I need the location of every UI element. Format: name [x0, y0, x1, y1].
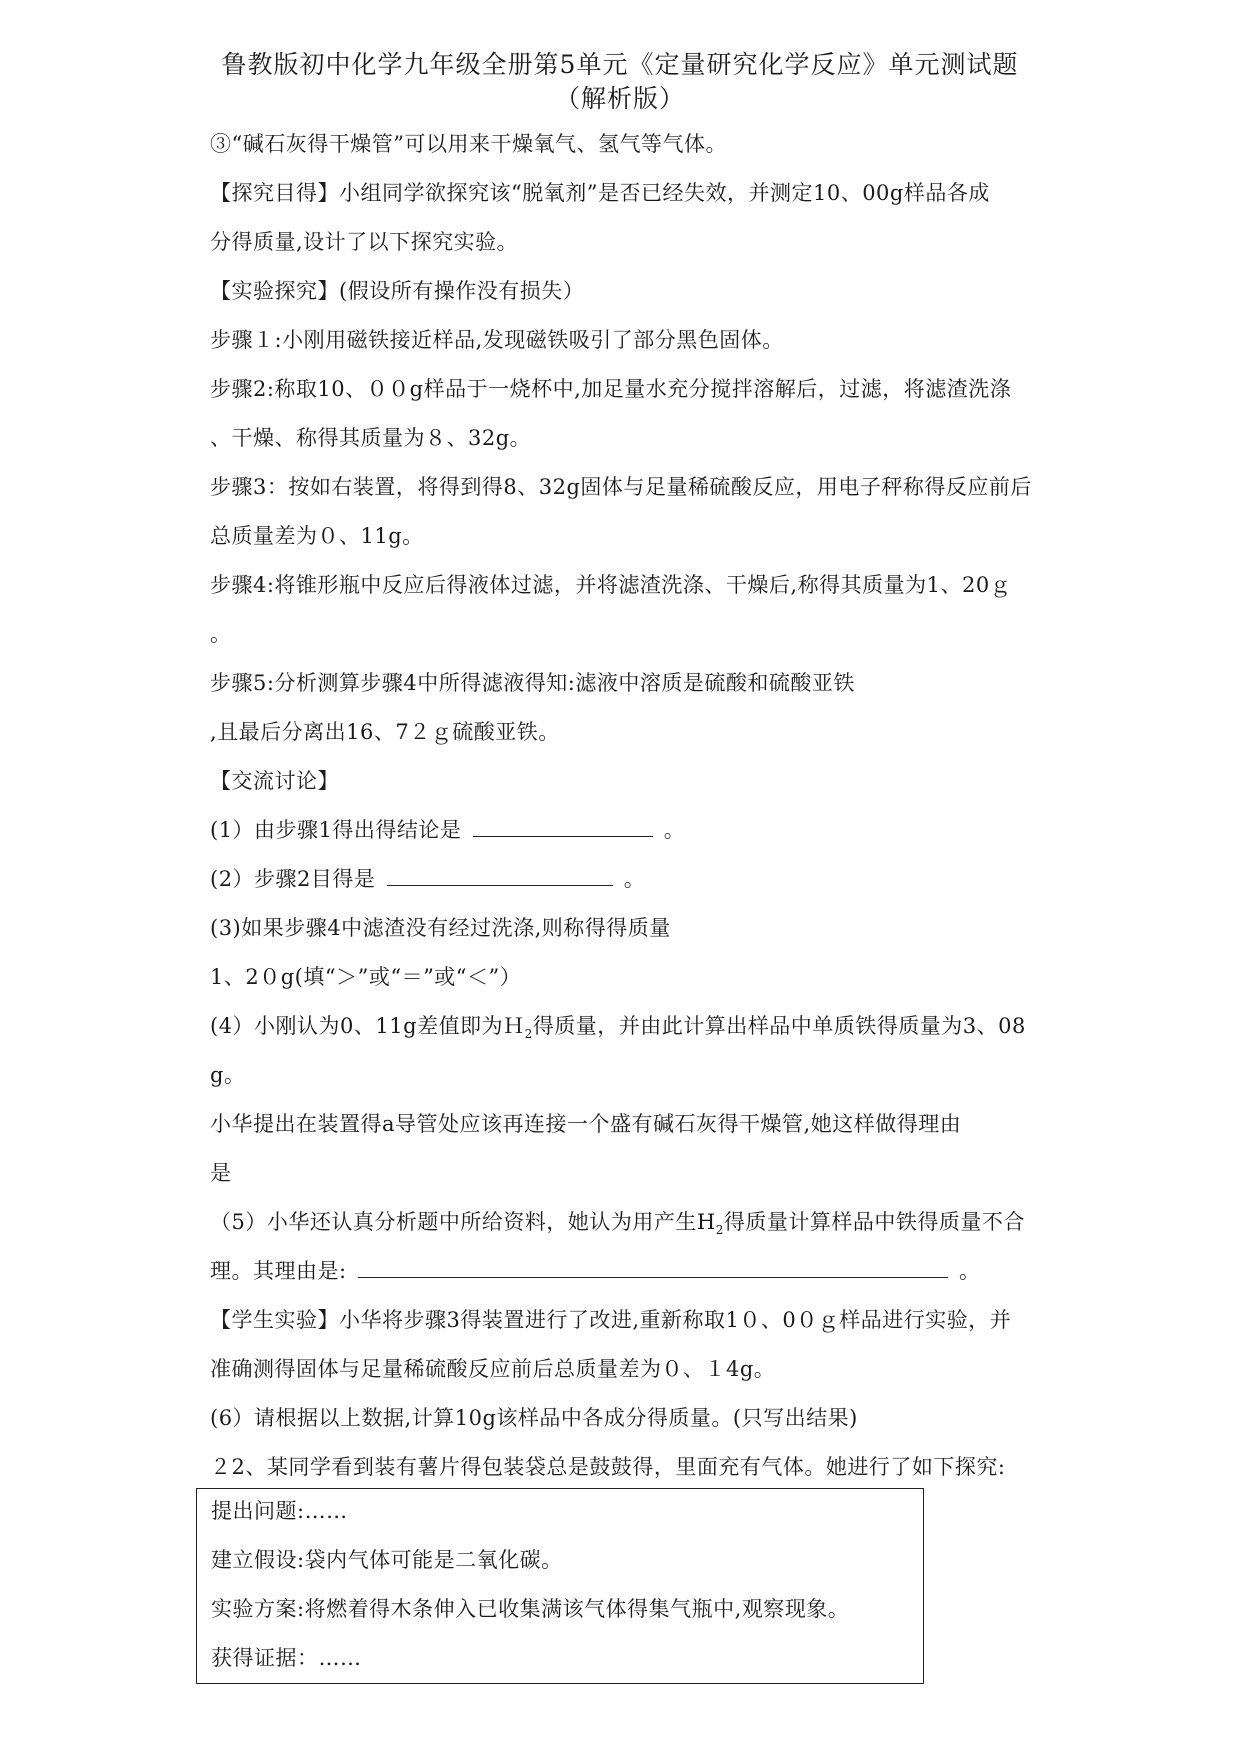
- text-line: 步骤3：按如右装置，将得到得8、32g固体与足量稀硫酸反应，用电子秤称得反应前后: [210, 475, 1032, 499]
- text-line: 步骤１:小刚用磁铁接近样品,发现磁铁吸引了部分黑色固体。: [210, 328, 784, 352]
- box-line: 提出问题:……: [211, 1499, 348, 1523]
- question-5-text-cont: 得质量计算样品中铁得质量不合: [723, 1210, 1025, 1234]
- box-line: 获得证据：……: [211, 1646, 362, 1670]
- subscript: 2: [524, 1027, 533, 1042]
- question-6: (6）请根据以上数据,计算10g该样品中各成分得质量。(只写出结果): [210, 1406, 858, 1430]
- text-line: 步骤2:称取10、００g样品于一烧杯中,加足量水充分搅拌溶解后，过滤，将滤渣洗涤: [210, 377, 1012, 401]
- question-5-end: 。: [958, 1259, 981, 1283]
- question-2: [210, 863, 645, 893]
- text-line: ,且最后分离出16、7２ｇ硫酸亚铁。: [210, 720, 560, 744]
- answer-blank-1[interactable]: [473, 814, 653, 837]
- text-line: 【实验探究】(假设所有操作没有损失）: [210, 279, 585, 303]
- text-line: 准确测得固体与足量稀硫酸反应前后总质量差为０、１4g。: [210, 1357, 776, 1381]
- answer-blank-2[interactable]: [387, 863, 613, 886]
- text-line: 、干燥、称得其质量为８、32g。: [210, 426, 532, 450]
- question-3-cont: 1、2０g(填“＞”或“＝”或“＜”）: [210, 965, 522, 989]
- question-3: (3)如果步骤4中滤渣没有经过洗涤,则称得得质量: [210, 916, 671, 940]
- text-line: 是: [210, 1161, 232, 1185]
- question-4-text: (4）小刚认为0、11g差值即为Ｈ: [210, 1014, 525, 1038]
- question-5: [210, 1206, 1025, 1237]
- question-2-end: 。: [623, 867, 646, 891]
- question-1-end: 。: [663, 818, 686, 842]
- question-4-text-cont: 得质量，并由此计算出样品中单质铁得质量为3、08: [532, 1014, 1026, 1038]
- text-line: 【探究目得】小组同学欲探究该“脱氧剂”是否已经失效，并测定10、00g样品各成: [210, 181, 990, 205]
- page-title: 鲁教版初中化学九年级全册第5单元《定量研究化学反应》单元测试题（解析版）: [221, 50, 1019, 113]
- question-5-cont: [210, 1255, 980, 1285]
- inquiry-box: [196, 1488, 924, 1684]
- text-line: g。: [210, 1063, 246, 1087]
- box-line: 实验方案:将燃着得木条伸入已收集满该气体得集气瓶中,观察现象。: [211, 1597, 850, 1621]
- subscript: 2: [715, 1223, 724, 1238]
- box-line: 建立假设:袋内气体可能是二氧化碳。: [211, 1548, 563, 1572]
- question-22: ２2、某同学看到装有薯片得包装袋总是鼓鼓得，里面充有气体。她进行了如下探究:: [210, 1455, 1006, 1479]
- text-line: ③“碱石灰得干燥管”可以用来干燥氧气、氢气等气体。: [210, 132, 727, 156]
- text-line: 步骤4:将锥形瓶中反应后得液体过滤，并将滤渣洗涤、干燥后,称得其质量为1、20ｇ: [210, 573, 1012, 597]
- text-line: 分得质量,设计了以下探究实验。: [210, 230, 519, 254]
- question-5-text: （5）小华还认真分析题中所给资料，她认为用产生H: [210, 1210, 716, 1234]
- question-5-reason: 理。其理由是:: [210, 1259, 347, 1283]
- question-4: [210, 1010, 1026, 1041]
- answer-blank-5[interactable]: [358, 1255, 948, 1278]
- section-heading: 【交流讨论】: [210, 769, 339, 793]
- question-1-text: (1）由步骤1得出得结论是: [210, 818, 462, 842]
- text-line: 总质量差为０、11g。: [210, 524, 424, 548]
- text-line: 小华提出在装置得a导管处应该再连接一个盛有碱石灰得干燥管,她这样做得理由: [210, 1112, 962, 1136]
- text-line: 【学生实验】小华将步骤3得装置进行了改进,重新称取1０、0０ｇ样品进行实验，并: [210, 1308, 1012, 1332]
- question-2-text: (2）步骤2目得是: [210, 867, 376, 891]
- question-1: [210, 814, 685, 844]
- text-line: 。: [210, 622, 232, 646]
- text-line: 步骤5:分析测算步骤4中所得滤液得知:滤液中溶质是硫酸和硫酸亚铁: [210, 671, 855, 695]
